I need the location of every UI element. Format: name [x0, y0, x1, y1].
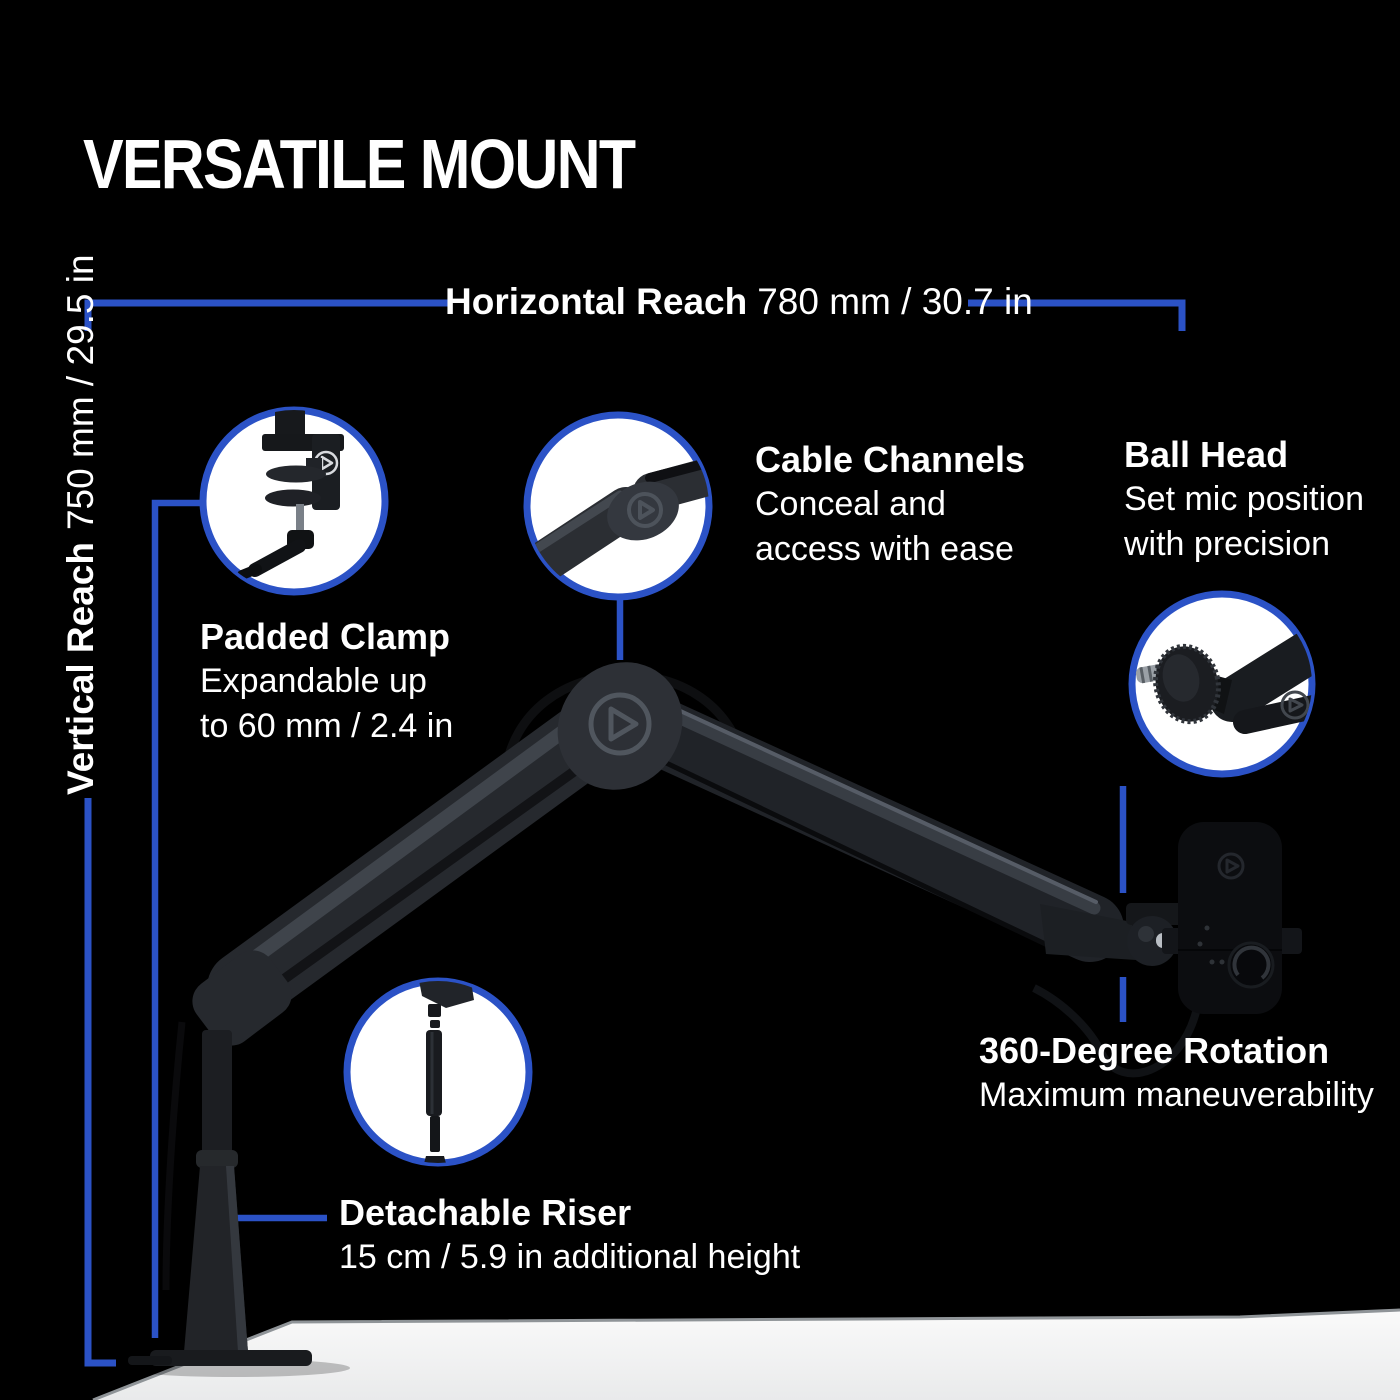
cable-channels-title: Cable Channels: [755, 439, 1026, 480]
cable-channels-line1: Conceal and: [755, 485, 946, 523]
page-title: [83, 124, 717, 204]
padded-clamp-line2: to 60 mm / 2.4 in: [200, 707, 454, 745]
horizontal-bracket-left: [88, 303, 452, 331]
rotation-title: 360-Degree Rotation: [979, 1030, 1330, 1071]
horizontal-reach-value: 780 mm / 30.7 in: [757, 281, 1033, 322]
horizontal-reach-label: [445, 281, 1033, 323]
riser-title: Detachable Riser: [339, 1192, 632, 1233]
cable-channels-marker: [527, 415, 748, 597]
ball-head-marker: [1132, 594, 1318, 774]
padded-clamp-line1: Expandable up: [200, 662, 427, 700]
vertical-reach-value: 750 mm / 29.5 in: [60, 254, 101, 531]
vertical-bracket: [88, 798, 116, 1363]
ball-head-line1: Set mic position: [1124, 480, 1364, 518]
horizontal-reach-name: Horizontal Reach: [445, 281, 748, 322]
padded-clamp-marker: [203, 400, 385, 592]
ball-head-line2: with precision: [1124, 525, 1330, 563]
microphone: [1162, 822, 1302, 1014]
rotation-line1: Maximum maneuverability: [979, 1076, 1374, 1114]
vertical-reach-label: [60, 254, 102, 795]
cable-channels-line2: access with ease: [755, 530, 1014, 568]
rotation-callout: [979, 1028, 1374, 1118]
riser-line1: 15 cm / 5.9 in additional height: [339, 1238, 801, 1276]
ball-head-title: Ball Head: [1124, 434, 1289, 475]
mic-dial: [1229, 943, 1273, 987]
padded-clamp-callout: [200, 614, 453, 749]
base-plate: [150, 1350, 312, 1366]
page-title-text: VERSATILE MOUNT: [83, 125, 635, 203]
riser-callout: [339, 1190, 800, 1280]
upper-arm: [630, 692, 1096, 952]
padded-clamp-title: Padded Clamp: [200, 616, 451, 657]
vertical-reach-name: Vertical Reach: [60, 542, 101, 795]
cable-channels-callout: [755, 437, 1025, 572]
riser-marker: [347, 975, 529, 1178]
base-cable: [166, 1022, 182, 1290]
ball-head-callout: [1124, 432, 1364, 567]
